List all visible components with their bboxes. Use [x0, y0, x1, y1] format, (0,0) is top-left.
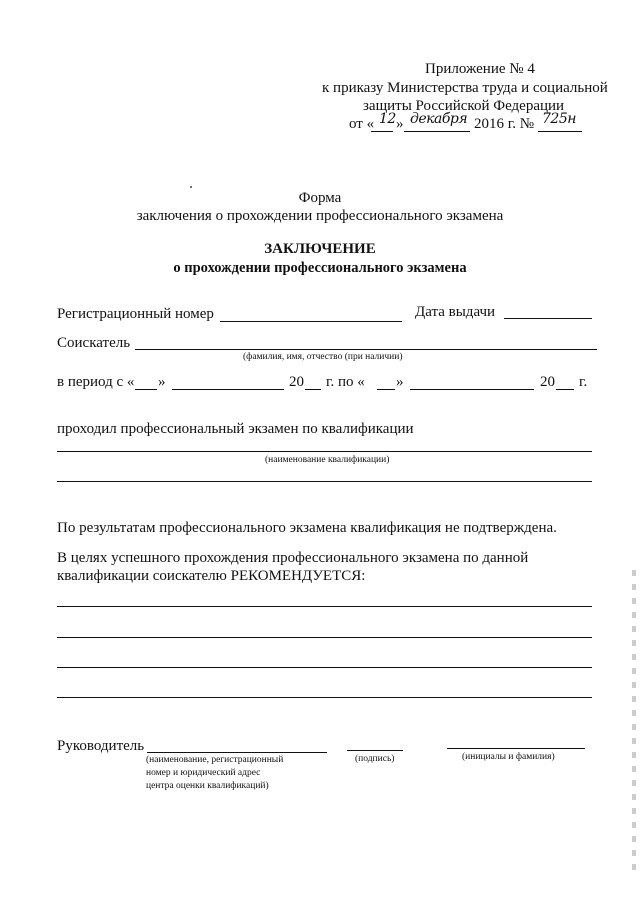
qualification-field[interactable]	[57, 451, 592, 452]
organization-hint-3: центра оценки квалификаций)	[146, 781, 269, 791]
period-end-label: г.	[579, 374, 588, 390]
appendix-month-handwritten: декабря	[410, 111, 468, 127]
issue-date-field[interactable]	[504, 318, 592, 319]
applicant-hint: (фамилия, имя, отчество (при наличии)	[243, 352, 403, 362]
organization-hint-2: номер и юридический адрес	[146, 768, 261, 778]
period-end-day-field[interactable]	[377, 389, 395, 390]
period-start-month-field[interactable]	[172, 389, 284, 390]
scan-edge-artifact	[632, 570, 636, 870]
period-end-month-field[interactable]	[410, 389, 534, 390]
initials-surname-hint: (инициалы и фамилия)	[462, 752, 555, 762]
period-mid-label: г. по «	[326, 374, 365, 390]
recommendation-line-2[interactable]	[57, 637, 592, 638]
appendix-day-handwritten: 12	[379, 111, 396, 127]
form-description: заключения о прохождении профессионального экзамена	[136, 208, 504, 224]
organization-field[interactable]	[147, 752, 327, 753]
period-year-prefix-2: 20	[540, 374, 555, 390]
reg-number-label: Регистрационный номер	[57, 306, 214, 322]
period-year-prefix-1: 20	[289, 374, 304, 390]
appendix-line-3: защиты Российской Федерации	[363, 98, 565, 114]
period-quote-2: »	[396, 374, 404, 390]
recommend-line-1: В целях успешного прохождения профессионального экзамена по данной	[57, 550, 529, 566]
period-start-year-field[interactable]	[305, 389, 321, 390]
qualification-field-2[interactable]	[57, 481, 592, 482]
exam-text: проходил профессиональный экзамен по квалификации	[57, 421, 414, 437]
document-subtitle: о прохождении профессионального экзамена	[173, 260, 467, 276]
period-quote-1: »	[158, 374, 166, 390]
signature-field[interactable]	[347, 750, 403, 751]
period-start-day-field[interactable]	[135, 389, 157, 390]
issue-date-label: Дата выдачи	[415, 304, 496, 320]
recommendation-line-4[interactable]	[57, 697, 592, 698]
form-label: Форма	[298, 190, 342, 206]
period-start-label: в период с «	[57, 374, 135, 390]
signature-hint: (подпись)	[355, 754, 395, 764]
appendix-line-1: Приложение № 4	[425, 61, 535, 77]
recommendation-line-3[interactable]	[57, 667, 592, 668]
head-label: Руководитель	[57, 738, 145, 754]
month-underline	[404, 131, 470, 132]
scan-speck	[190, 186, 192, 188]
not-confirmed-text: По результатам профессионального экзамена квалификация не подтверждена.	[57, 520, 557, 536]
order-no-underline	[538, 131, 582, 132]
appendix-date-prefix: от «	[349, 116, 375, 132]
applicant-field[interactable]	[135, 349, 597, 350]
appendix-date-mid: »	[396, 116, 404, 132]
document-title: ЗАКЛЮЧЕНИЕ	[264, 241, 376, 257]
recommend-line-2: квалификации соискателю РЕКОМЕНДУЕТСЯ:	[57, 568, 366, 584]
appendix-order-no-handwritten: 725н	[542, 111, 576, 127]
initials-surname-field[interactable]	[447, 748, 585, 749]
organization-hint-1: (наименование, регистрационный	[146, 755, 284, 765]
period-end-year-field[interactable]	[556, 389, 574, 390]
appendix-year: 2016 г. №	[474, 116, 535, 132]
reg-number-field[interactable]	[220, 321, 402, 322]
day-underline	[371, 131, 393, 132]
recommendation-line-1[interactable]	[57, 606, 592, 607]
qualification-hint: (наименование квалификации)	[265, 455, 390, 465]
appendix-line-2: к приказу Министерства труда и социальной	[322, 80, 608, 96]
applicant-label: Соискатель	[57, 335, 131, 351]
